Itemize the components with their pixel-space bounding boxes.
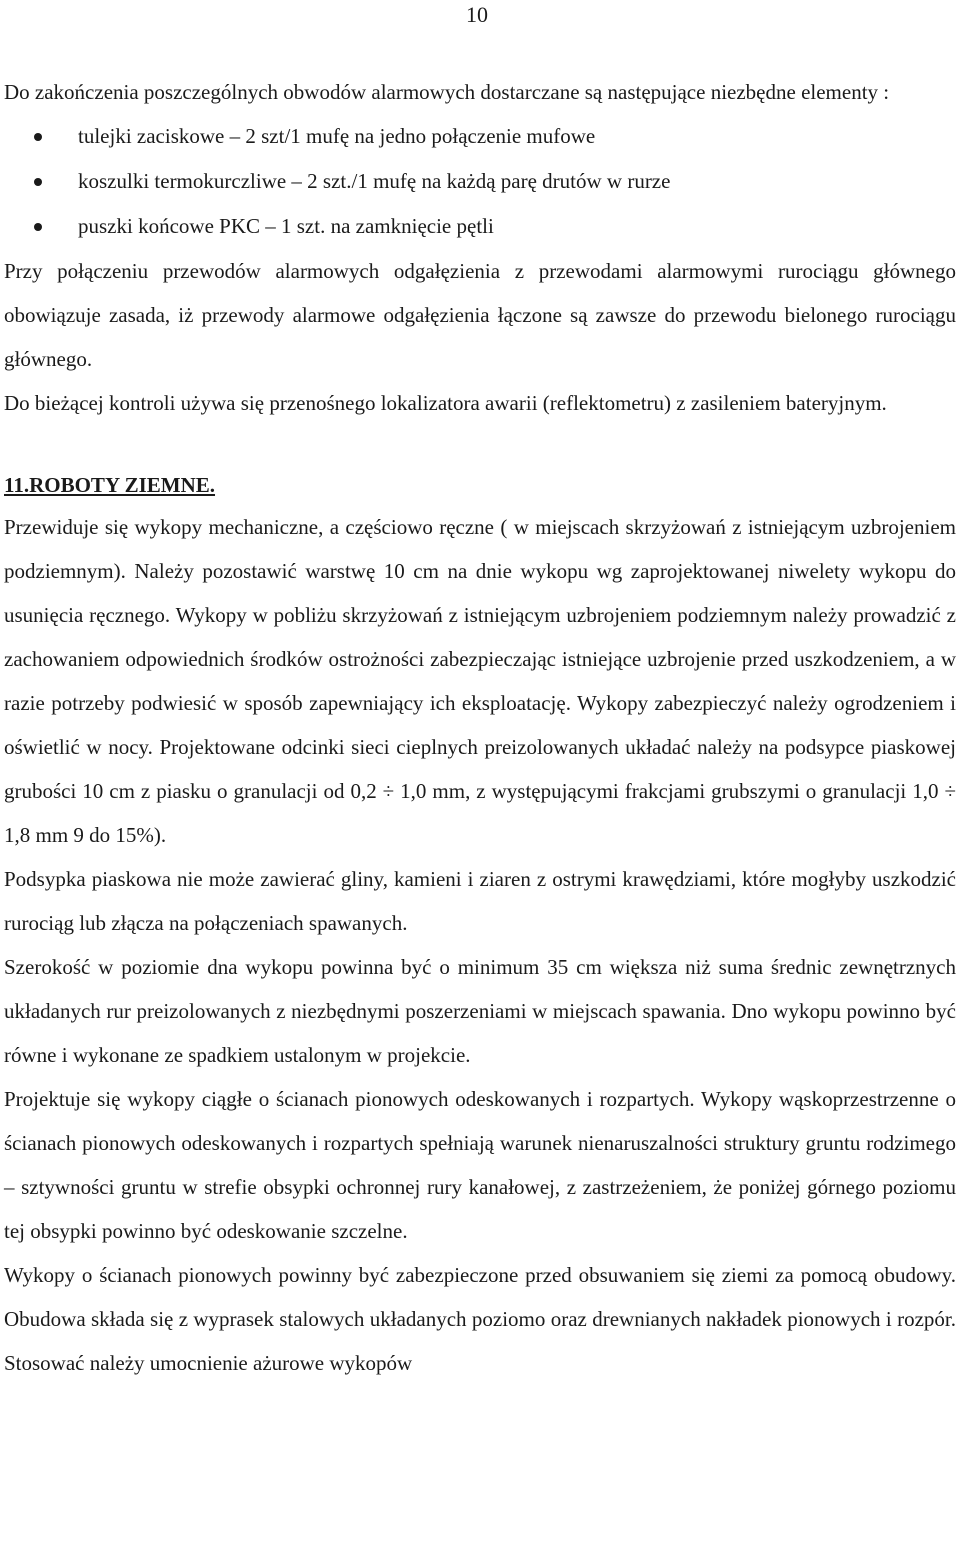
section-heading: 11.ROBOTY ZIEMNE.: [4, 473, 216, 497]
paragraph-trench-width: Szerokość w poziomie dna wykopu powinna być o minimum 35 cm większa niż suma średnic zewnętrznych układanych rur preizolowanych z niezbędnymi poszerzeniami w miejscach spawania. Dno wykopu powinno być równe i wykonane ze spadkiem ustalonym w projekcie.: [4, 955, 956, 1067]
list-item-text: puszki końcowe PKC – 1 szt. na zamknięcie pętli: [78, 214, 494, 238]
page-number: 10: [466, 2, 488, 27]
bullet-icon: [34, 133, 42, 141]
paragraph-excavation: Przewiduje się wykopy mechaniczne, a częściowo ręczne ( w miejscach skrzyżowań z istniejącym uzbrojeniem podziemnym). Należy pozostawić warstwę 10 cm na dnie wykopu wg zaprojektowanej niwelety wykopu do usunięcia ręcznego. Wykopy w pobliżu skrzyżowań z istniejącym uzbrojeniem podziemnym należy prowadzić z zachowaniem odpowiednich środków ostrożności zabezpieczając istniejące uzbrojenie przed uszkodzeniem, a w razie potrzeby podwiesić w sposób zapewniający ich eksploatację. Wykopy zabezpieczyć należy ogrodzeniem i oświetlić w nocy. Projektowane odcinki sieci cieplnych preizolowanych układać należy na podsypce piaskowej grubości 10 cm z piasku o granulacji od 0,2 ÷ 1,0 mm, z występującymi frakcjami grubszymi o granulacji 1,0 ÷ 1,8 mm 9 do 15%).: [4, 515, 956, 847]
list-item-text: koszulki termokurczliwe – 2 szt./1 mufę na każdą parę drutów w rurze: [78, 169, 671, 193]
bullet-icon: [34, 223, 42, 231]
list-item: [4, 159, 956, 204]
intro-paragraph: Do zakończenia poszczególnych obwodów alarmowych dostarczane są następujące niezbędne elementy :: [4, 80, 890, 104]
paragraph-alarm-connection: Przy połączeniu przewodów alarmowych odgałęzienia z przewodami alarmowymi rurociągu głównego obowiązuje zasada, iż przewody alarmowe odgałęzienia łączone są zawsze do przewodu bielonego rurociągu głównego.: [4, 259, 956, 371]
list-item: [4, 114, 956, 159]
paragraph-fault-locator: Do bieżącej kontroli używa się przenośnego lokalizatora awarii (reflektometru) z zasileniem bateryjnym.: [4, 391, 887, 415]
paragraph-sand-bedding: Podsypka piaskowa nie może zawierać gliny, kamieni i ziaren z ostrymi krawędziami, które mogłyby uszkodzić rurociąg lub złącza na połączeniach spawanych.: [4, 867, 956, 935]
document-body: [4, 70, 956, 1385]
list-item-text: tulejki zaciskowe – 2 szt/1 mufę na jedno połączenie mufowe: [78, 124, 596, 148]
elements-list: [4, 114, 956, 249]
list-item: [4, 204, 956, 249]
bullet-icon: [34, 178, 42, 186]
paragraph-trench-design: Projektuje się wykopy ciągłe o ścianach pionowych odeskowanych i rozpartych. Wykopy wąskoprzestrzenne o ścianach pionowych odeskowanych i rozpartych spełniają warunek nienaruszalności struktury gruntu rodzimego – sztywności gruntu w strefie obsypki ochronnej rury kanałowej, z zastrzeżeniem, że poniżej górnego poziomu tej obsypki powinno być odeskowanie szczelne.: [4, 1087, 956, 1243]
paragraph-trench-support: Wykopy o ścianach pionowych powinny być zabezpieczone przed obsuwaniem się ziemi za pomocą obudowy. Obudowa składa się z wyprasek stalowych układanych poziomo oraz drewnianych nakładek pionowych i rozpór. Stosować należy umocnienie ażurowe wykopów: [4, 1263, 956, 1375]
